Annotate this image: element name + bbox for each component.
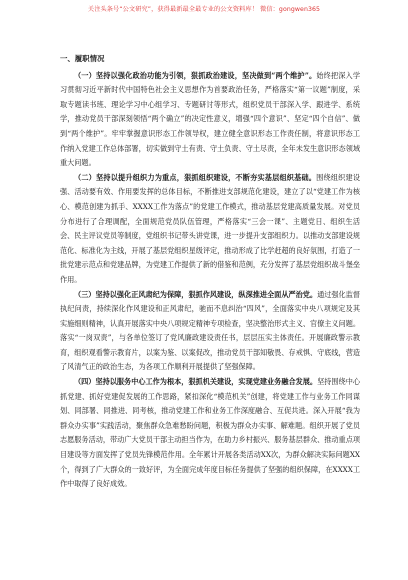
header-banner: 关注头条号“公文研究”，获得最新最全最专业的公文资料库！ 微信：gongwen365 <box>87 6 321 13</box>
paragraph-4-lead: （四）坚持以服务中心工作为根本，狠抓机关建设，实现党建业务融合发展。 <box>74 377 318 387</box>
paragraph-3 <box>60 288 360 376</box>
section-heading: 一、履职情况 <box>60 54 105 63</box>
paragraph-2 <box>60 171 360 288</box>
paragraph-3-text: 通过强化监督执纪问责，持续深化作风建设和正风肃纪，驰而不息纠治“四风”，全面落实中央八项规定及其实施细则精神，认真开展落实中央八项规定精神专项检查，坚决整治形式主义、官僚主义问题。落实“一岗双责”，与各单位签订了党风廉政建设责任书，层层压实主体责任。开展廉政警示教育，组织观看警示教育片，以案为鉴、以案促改，推动党员干部知敬畏、存戒惧、守底线，营造了风清气正的政治生态，为各项工作顺利开展提供了坚强保障。 <box>60 289 360 372</box>
paragraph-1-lead: （一）坚持以强化政治功能为引领，狠抓政治建设，坚决做到“两个维护”。 <box>74 70 317 80</box>
document-body <box>60 52 360 492</box>
paragraph-4-text: 坚持围绕中心抓党建、抓好党建促发展的工作思路，紧扣深化“模范机关”创建，将党建工作与业务工作同谋划、同部署、同推进、同考核，推动党建工作和业务工作深度融合、互促共进。深入开展“我为群众办实事”实践活动，聚焦群众急难愁盼问题，积极为群众办实事、解难题。组织开展了党员志愿服务活动，带动广大党员干部主动担当作为，在助力乡村振兴、服务基层群众、推动重点项目建设等方面发挥了党员先锋模范作用。全年累计开展各类活动XX次，为群众解决实际问题XX个，得到了广大群众的一致好评，为全面完成年度目标任务提供了坚强的组织保障，在XXXX工作中取得了良好成效。 <box>60 377 360 489</box>
paragraph-2-text: 围绕组织建设强、活动要有效、作用要发挥的总体目标，不断推进支部规范化建设，建立了以“党建工作为核心、模范创建为抓手、XXXX工作为落点”的党建工作模式，推动基层党建高质量发展。对党员分布进行了合理调配，全面规范党员队伍管理，严格落实“三会一课”、主题党日、组织生活会、民主评议党员等制度，党组织书记带头讲党课，进一步提升支部组织力。以推动支部建设规范化、标准化为主线，开展了基层党组织星级评定，推动形成了比学赶超的良好氛围，打造了一批党建示范点和党建品牌，为党建工作提供了新的借鉴和范例，充分发挥了基层党组织战斗堡垒作用。 <box>60 172 360 284</box>
paragraph-1-text: 始终把深入学习贯彻习近平新时代中国特色社会主义思想作为首要政治任务，严格落实“第一议题”制度，采取专题读书班、理论学习中心组学习、专题研讨等形式，组织党员干部深入学、跟进学、系统学，推动党员干部深刻领悟“两个确立”的决定性意义，增强“四个意识”、坚定“四个自信”、做到“两个维护”。牢牢掌握意识形态工作领导权，建立健全意识形态工作责任制，将意识形态工作纳入党建工作总体部署，切实做到守土有责、守土负责、守土尽责，全年未发生意识形态领域重大问题。 <box>60 70 360 168</box>
paragraph-3-lead: （三）坚持以强化正风肃纪为保障，狠抓作风建设，纵深推进全面从严治党。 <box>74 289 318 299</box>
paragraph-1 <box>60 69 360 171</box>
paragraph-2-lead: （二）坚持以提升组织力为重点，狠抓组织建设，不断夯实基层组织基础。 <box>74 172 317 182</box>
paragraph-4 <box>60 375 360 492</box>
